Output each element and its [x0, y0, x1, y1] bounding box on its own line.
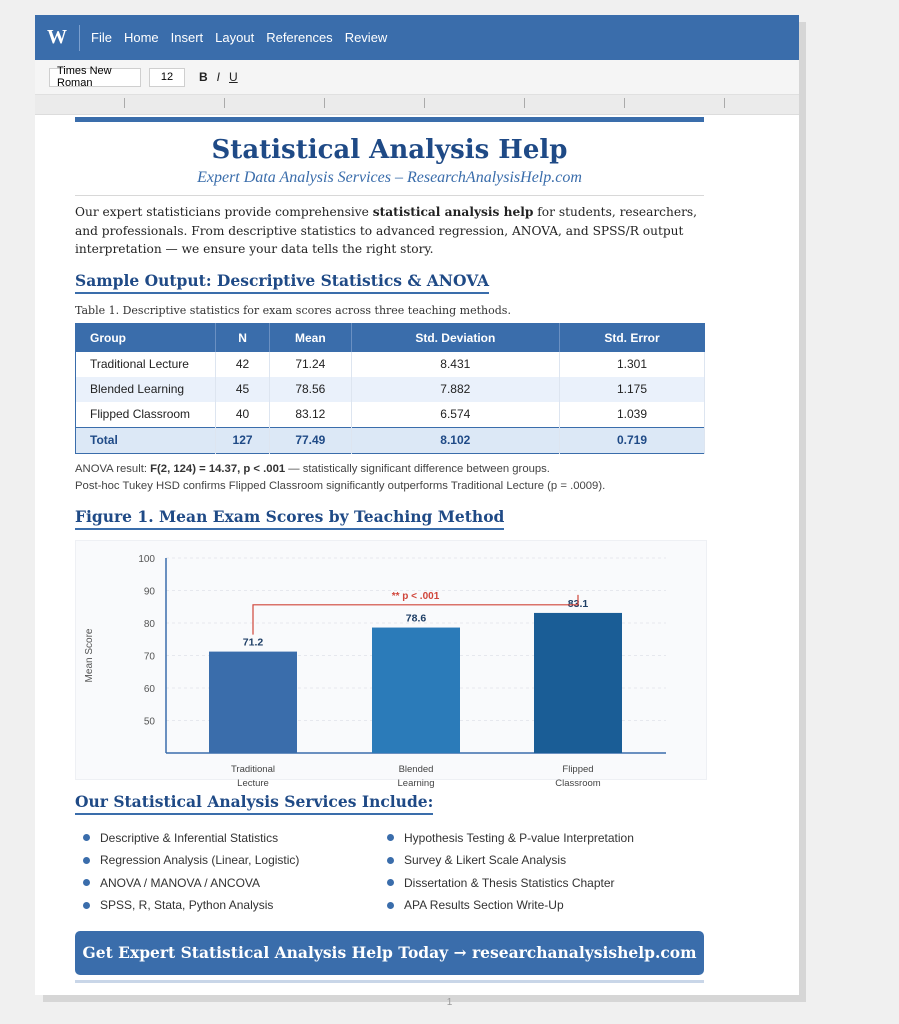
table-total-row [76, 427, 705, 453]
y-tick-label: 90 [143, 586, 155, 597]
x-tick-label: Flipped [562, 763, 594, 775]
header-mean: Mean [270, 323, 352, 352]
font-size-select[interactable]: 12 [149, 68, 185, 87]
cell-total-se: 0.719 [560, 427, 705, 453]
list-item [75, 849, 379, 872]
list-item [379, 872, 683, 895]
ruler-tick [524, 98, 525, 108]
x-tick-label: Learning [397, 777, 435, 789]
bar [209, 651, 297, 752]
cell-mean: 78.56 [270, 377, 352, 402]
bold-button[interactable]: B [199, 70, 208, 84]
cta-button[interactable]: Get Expert Statistical Analysis Help Today → researchanalysishelp.com [75, 931, 704, 975]
heading-figure: Figure 1. Mean Exam Scores by Teaching Method [75, 507, 504, 530]
cell-mean: 71.24 [270, 352, 352, 377]
anova-label: ANOVA result: [75, 462, 151, 475]
bullet-icon [83, 902, 90, 909]
table-caption: Table 1. Descriptive statistics for exam scores across three teaching methods. [75, 303, 511, 317]
service-label: APA Results Section Write-Up [404, 898, 564, 913]
cell-se: 1.039 [560, 402, 705, 428]
significance-label: ** p < .001 [391, 590, 440, 602]
cell-sd: 6.574 [351, 402, 559, 428]
ruler-tick [224, 98, 225, 108]
bullet-icon [387, 857, 394, 864]
cell-mean: 83.12 [270, 402, 352, 428]
ruler [35, 95, 799, 115]
header-std-deviation: Std. Deviation [351, 323, 559, 352]
anova-result [75, 461, 704, 495]
services-list [75, 827, 704, 917]
list-item [379, 849, 683, 872]
cell-se: 1.301 [560, 352, 705, 377]
list-item [379, 827, 683, 850]
bullet-icon [387, 834, 394, 841]
header-n: N [216, 323, 270, 352]
list-item [75, 872, 379, 895]
services-column-right [379, 827, 683, 917]
y-tick-label: 50 [143, 716, 155, 727]
table-row [76, 352, 705, 377]
bar-value-label: 71.2 [242, 636, 264, 649]
menu-review[interactable]: Review [344, 30, 388, 45]
service-label: Regression Analysis (Linear, Logistic) [100, 853, 300, 868]
ruler-tick [724, 98, 725, 108]
cell-total-sd: 8.102 [351, 427, 559, 453]
footer-accent-bar [75, 980, 704, 983]
bar-chart-svg [76, 541, 706, 789]
service-label: Dissertation & Thesis Statistics Chapter [404, 875, 615, 890]
x-tick-label: Blended [398, 763, 434, 775]
list-item [379, 894, 683, 917]
services-column-left [75, 827, 379, 917]
header-group: Group [76, 323, 216, 352]
cell-n: 42 [216, 352, 270, 377]
font-family-select[interactable]: Times New Roman [49, 68, 141, 87]
table-row [76, 377, 705, 402]
bullet-icon [387, 902, 394, 909]
menu-home[interactable]: Home [123, 30, 159, 45]
table-header-row [76, 323, 705, 352]
service-label: SPSS, R, Stata, Python Analysis [100, 898, 274, 913]
service-label: Survey & Likert Scale Analysis [404, 853, 567, 868]
bar-value-label: 78.6 [405, 612, 427, 625]
cell-group: Traditional Lecture [76, 352, 216, 377]
italic-button[interactable]: I [216, 70, 221, 84]
bar-chart [75, 540, 707, 789]
bar [372, 627, 460, 752]
list-item [75, 827, 379, 850]
document-page [75, 117, 704, 983]
intro-text-bold: statistical analysis help [372, 205, 534, 219]
list-item [75, 894, 379, 917]
document-subtitle: Expert Data Analysis Services – ResearchAnalysisHelp.com [197, 169, 582, 186]
menu-references[interactable]: References [266, 30, 333, 45]
y-tick-label: 60 [143, 683, 155, 695]
bullet-icon [83, 857, 90, 864]
x-tick-label: Lecture [237, 777, 269, 789]
heading-services: Our Statistical Analysis Services Include: [75, 792, 433, 815]
word-logo-icon: W [47, 26, 67, 48]
y-tick-label: 100 [138, 553, 155, 565]
cell-n: 45 [216, 377, 270, 402]
cell-total-mean: 77.49 [270, 427, 352, 453]
x-tick-label: Classroom [555, 777, 601, 789]
y-tick-label: 80 [143, 618, 155, 630]
intro-text-end: for students, researchers, and professionals. From descriptive statistics to advanced regression, ANOVA, and SPSS/R output interpretation — we ensure your data tells the right story. [75, 205, 698, 256]
menu-file[interactable]: File [91, 30, 112, 45]
descriptive-stats-table [75, 323, 705, 454]
cell-sd: 8.431 [351, 352, 559, 377]
header-std-error: Std. Error [560, 323, 705, 352]
table-row [76, 402, 705, 428]
intro-text-start: Our expert statisticians provide comprehensive [75, 205, 373, 219]
bullet-icon [83, 879, 90, 886]
menu-insert[interactable]: Insert [170, 30, 204, 45]
ruler-tick [424, 98, 425, 108]
title-divider [75, 195, 704, 196]
intro-paragraph [75, 203, 704, 259]
bar-value-label: 83.1 [567, 597, 589, 610]
cell-total-n: 127 [216, 427, 270, 453]
posthoc-note: Post-hoc Tukey HSD confirms Flipped Classroom significantly outperforms Traditional Lecture (p = .0009). [75, 479, 606, 492]
formatting-toolbar [35, 60, 799, 95]
service-label: Hypothesis Testing & P-value Interpretation [404, 830, 634, 845]
y-tick-label: 70 [143, 651, 155, 662]
anova-statistic: F(2, 124) = 14.37, p < .001 [150, 462, 286, 475]
heading-sample-output: Sample Output: Descriptive Statistics & ANOVA [75, 271, 489, 294]
ribbon-divider [79, 25, 80, 51]
cell-n: 40 [216, 402, 270, 428]
cell-group: Flipped Classroom [76, 402, 216, 428]
cell-group: Blended Learning [76, 377, 216, 402]
underline-button[interactable]: U [229, 70, 238, 84]
ribbon [35, 15, 799, 60]
header-accent-bar [75, 117, 704, 122]
ruler-tick [124, 98, 125, 108]
y-axis-label: Mean Score [84, 628, 95, 682]
x-tick-label: Traditional [230, 763, 276, 775]
ruler-tick [324, 98, 325, 108]
cell-se: 1.175 [560, 377, 705, 402]
anova-conclusion: — statistically significant difference between groups. [285, 462, 550, 475]
document-title: Statistical Analysis Help [211, 135, 568, 165]
cell-total-label: Total [76, 427, 216, 453]
service-label: Descriptive & Inferential Statistics [100, 830, 279, 845]
cell-sd: 7.882 [351, 377, 559, 402]
service-label: ANOVA / MANOVA / ANCOVA [100, 875, 261, 890]
menu-layout[interactable]: Layout [215, 30, 255, 45]
bar [534, 612, 622, 752]
bullet-icon [83, 834, 90, 841]
ruler-tick [624, 98, 625, 108]
bullet-icon [387, 879, 394, 886]
page-number: 1 [446, 997, 453, 1008]
